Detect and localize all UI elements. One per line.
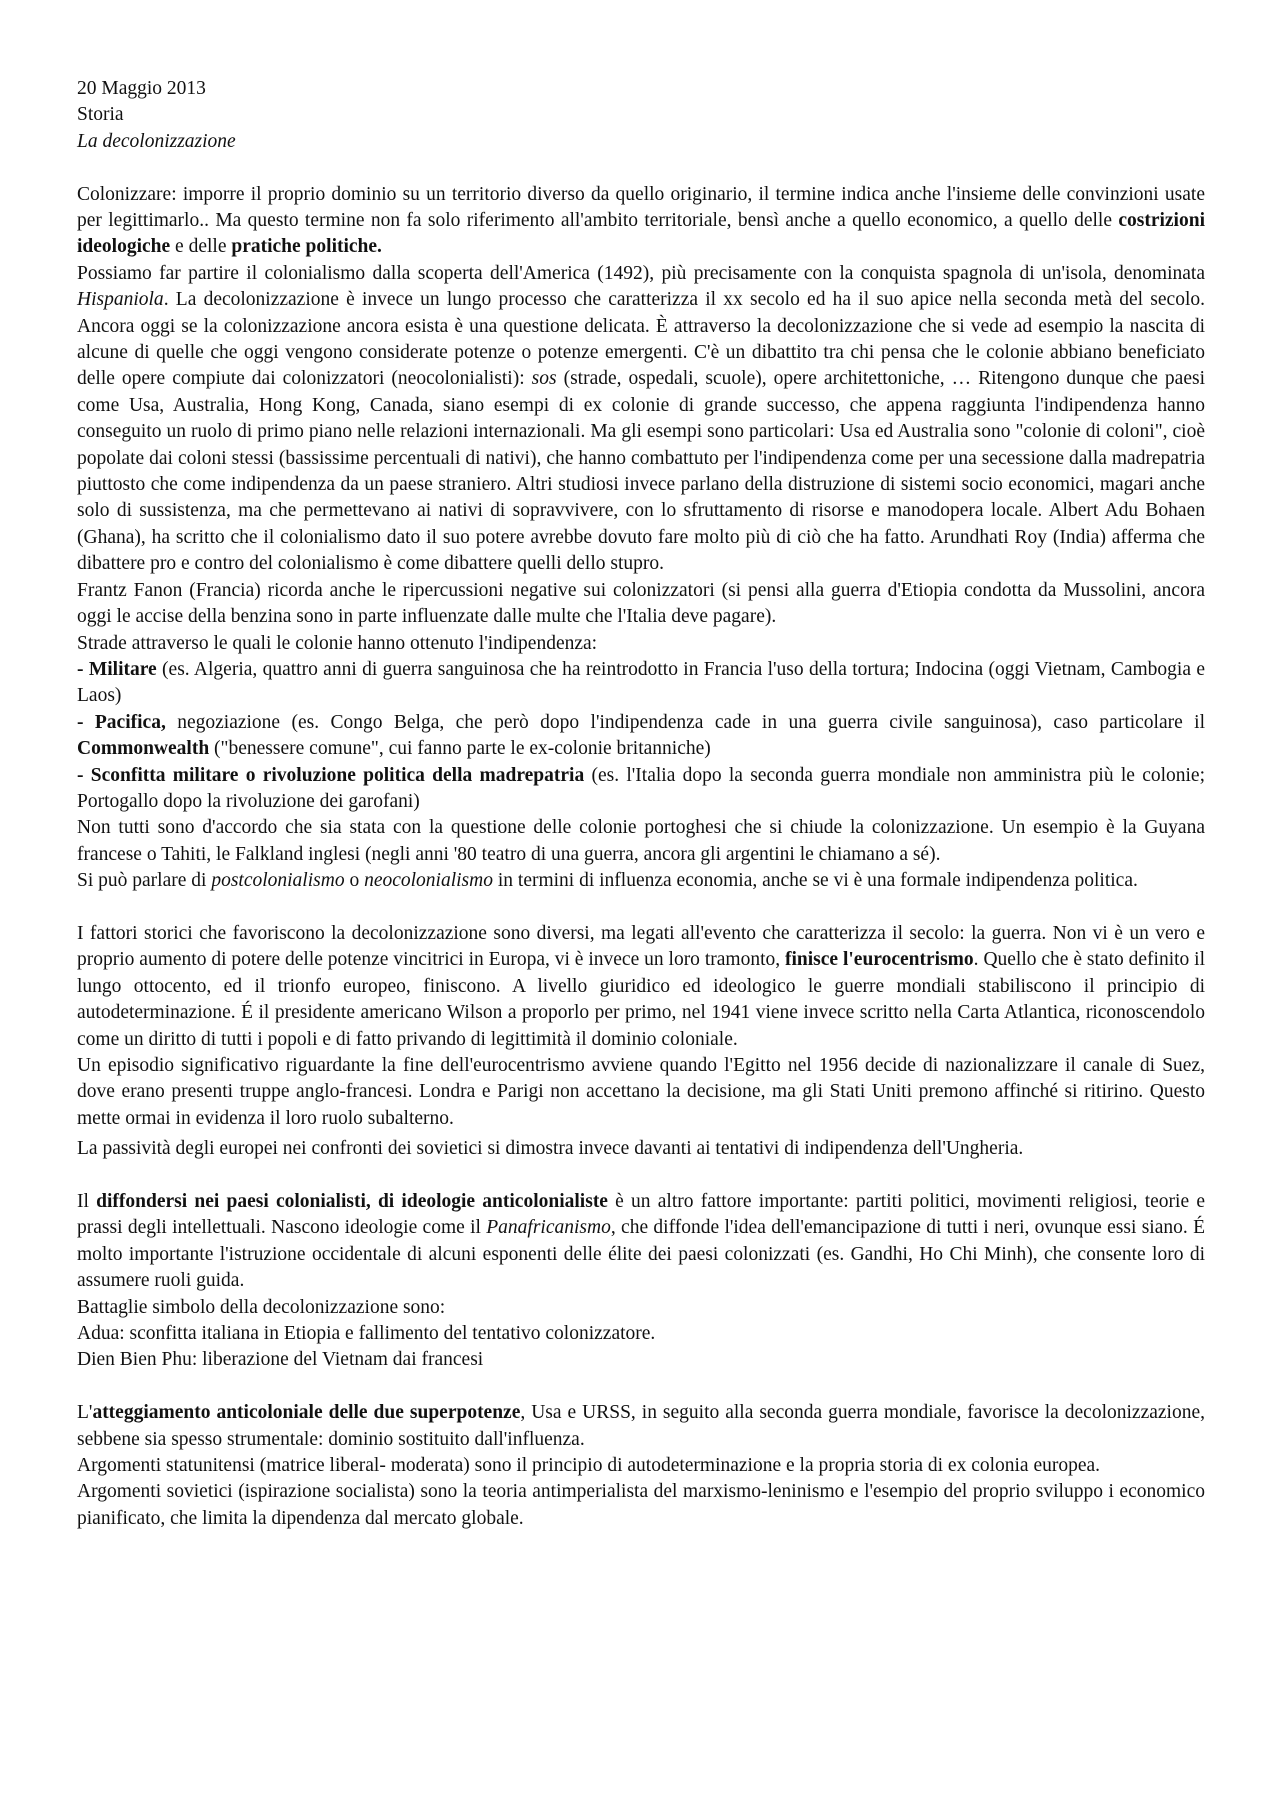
- list-item-peaceful: [77, 710, 1205, 763]
- italic-text: sos: [531, 368, 557, 390]
- bold-text: Commonwealth: [77, 738, 210, 760]
- text-run: (es. l'Italia dopo la seconda guerra mondiale non amministra più le colonie; Portogallo dopo la rivoluzione dei garofani): [77, 764, 1206, 812]
- text-run: (strade, ospedali, scuole), opere architettoniche, … Ritengono dunque che paesi come Usa, Australia, Hong Kong, Canada, siano esempi di ex colonie di grande successo, che appena raggiunta l'indipendenza hanno conseguito un ruolo di primo piano nelle relazioni internazionali. Ma gli esempi sono particolari: Usa ed Australia sono "colonie di coloni", cioè popolate dai coloni stessi (bassissime percentuali di nativi), che hanno combattuto per l'indipendenza come per una secessione dalla madrepatria piuttosto che come indipendenza da un paese straniero. Altri studiosi invece parlano della distruzione di sistemi socio economici, magari anche solo di sussistenza, ma che permettevano ai nativi di sopravvivere, con lo sfruttamento di risorse e manodopera locale. Albert Adu Bohaen (Ghana), ha scritto che il colonialismo dato il suo potere avrebbe dovuto fare molto più di ciò che ha fatto. Arundhati Roy (India) afferma che dibattere pro e contro del colonialismo è come dibattere quelli dello stupro.: [77, 368, 1205, 575]
- document-title: [77, 129, 1205, 155]
- text-run: Possiamo far partire il colonialismo dalla scoperta dell'America (1492), più precisamente con la conquista spagnola di un'isola, denominata: [77, 262, 1205, 284]
- document-date: 20 Maggio 2013: [77, 78, 206, 99]
- paragraph-superpowers: [77, 1400, 1205, 1453]
- text-run: Colonizzare: imporre il proprio dominio su un territorio diverso da quello originario, il termine indica anche l'insieme delle convinzioni usate per legittimarlo.. Ma questo termine non fa solo riferimento all'ambito territoriale, bensì anche a quello economico, a quello delle: [77, 183, 1205, 232]
- bold-text: finisce l'eurocentrismo: [785, 949, 974, 971]
- text-run: . Quello che è stato definito il lungo ottocento, ed il trionfo europeo, finiscono. A livello giuridico ed ideologico le guerre mondiali stabiliscono il principio di autodeterminazione. É il presidente americano Wilson a proporlo per primo, nel 1941 viene invece scritto nella Carta Atlantica, riconoscendolo come un diritto di tutti i popoli e di fatto privando di legittimità il dominio coloniale.: [77, 949, 1206, 1050]
- paragraph-history: [77, 261, 1205, 578]
- bold-text: pratiche politiche.: [231, 236, 382, 258]
- text-run: L': [77, 1402, 93, 1424]
- text-run: , che diffonde l'idea dell'emancipazione di tutti i neri, ovunque essi siano. É molto importante l'istruzione occidentale di alcuni esponenti delle élite dei paesi colonizzati (es. Gandhi, Ho Chi Minh), che consente loro di assumere ruoli guida.: [77, 1217, 1205, 1292]
- bold-text: atteggiamento anticoloniale delle due superpotenze: [92, 1402, 521, 1424]
- text-run: Si può parlare di: [77, 870, 212, 892]
- italic-text: Panafricanismo: [486, 1217, 611, 1239]
- bold-text: - Sconfitta militare o rivoluzione politica della madrepatria: [77, 764, 585, 786]
- paragraph-hungary: La passività degli europei nei confronti dei sovietici si dimostra invece davanti ai tentativi di indipendenza dell'Ungheria.: [77, 1138, 1024, 1160]
- text-run: Il: [77, 1191, 97, 1213]
- text-run: , Usa e URSS, in seguito alla seconda guerra mondiale, favorisce la decolonizzazione, sebbene sia spesso strumentale: dominio sostituito dall'influenza.: [77, 1402, 1205, 1450]
- bold-text: costrizioni ideologiche: [77, 210, 1205, 258]
- text-run: o: [344, 870, 365, 892]
- text-run: . La decolonizzazione è invece un lungo processo che caratterizza il xx secolo ed ha il suo apice nella seconda metà del secolo. Ancora oggi se la colonizzazione ancora esista è una questione delicata. È attraverso la decolonizzazione che si vede ad esempio la nascita di alcune di quelle che oggi vengono considerate potenze o potenze emergenti. C'è un dibattito tra chi pensa che le colonie abbiano beneficiato delle opere compiute dai colonizzatori (neocolonialisti):: [77, 289, 1205, 390]
- bold-text: - Militare: [77, 658, 157, 680]
- paragraph-postcolonialism: [77, 868, 1205, 894]
- bold-text: - Pacifica,: [77, 711, 166, 733]
- paragraph-definition: [77, 182, 1205, 261]
- paragraph-portugal: Non tutti sono d'accordo che sia stata con la questione delle colonie portoghesi che si chiude la colonizzazione. Un esempio è la Guyana francese o Tahiti, le Falkland inglesi (negli anni '80 teatro di una guerra, ancora gli argentini le chiamano a sé).: [77, 817, 1205, 865]
- text-run: negoziazione (es. Congo Belga, che però dopo l'indipendenza cade in una guerra civile sanguinosa), caso particolare il: [165, 711, 1206, 733]
- bold-text: diffondersi nei paesi colonialisti, di ideologie anticolonialiste: [96, 1191, 608, 1213]
- text-run: in termini di influenza economia, anche se vi è una formale indipendenza politica.: [492, 870, 1138, 892]
- paragraph-ussr-arguments: Argomenti sovietici (ispirazione socialista) sono la teoria antimperialista del marxismo-leninismo e l'esempio del proprio sviluppo i economico pianificato, che limita la dipendenza dal mercato globale.: [77, 1481, 1205, 1529]
- paragraph-fanon: Frantz Fanon (Francia) ricorda anche le ripercussioni negative sui colonizzatori (si pensi alla guerra d'Etiopia condotta da Mussolini, ancora oggi le accise della benzina sono in parte influenzate dalle multe che l'Italia deve pagare).: [77, 579, 1205, 628]
- document-body: [77, 182, 1205, 1533]
- paragraph-roads-intro: Strade attraverso le quali le colonie hanno ottenuto l'indipendenza:: [77, 632, 598, 654]
- document-subject: Storia: [77, 104, 124, 126]
- paragraph-adua: Adua: sconfitta italiana in Etiopia e fallimento del tentativo colonizzatore.: [77, 1323, 656, 1345]
- paragraph-usa-arguments: Argomenti statunitensi (matrice liberal- moderata) sono il principio di autodeterminazione e la propria storia di ex colonia europea.: [77, 1455, 1101, 1477]
- paragraph-ideologies: [77, 1189, 1205, 1295]
- document-page: [77, 76, 1205, 1532]
- title-text: La decolonizzazione: [77, 130, 236, 152]
- list-item-defeat: [77, 763, 1205, 816]
- text-run: (es. Algeria, quattro anni di guerra sanguinosa che ha reintrodotto in Francia l'uso della tortura; Indocina (oggi Vietnam, Cambogia e Laos): [77, 658, 1205, 707]
- document-header: [77, 76, 1205, 155]
- text-run: I fattori storici che favoriscono la decolonizzazione sono diversi, ma legati all'evento che caratterizza il secolo: la guerra. Non vi è un vero e proprio aumento di potere delle potenze vincitrici in Europa, vi è invece un loro tramonto,: [77, 922, 1205, 971]
- list-item-military: [77, 657, 1205, 710]
- italic-text: Hispaniola: [77, 289, 164, 311]
- italic-text: neocolonialismo: [364, 870, 493, 892]
- paragraph-battles-intro: Battaglie simbolo della decolonizzazione sono:: [77, 1296, 446, 1318]
- text-run: e delle: [170, 236, 232, 258]
- paragraph-dien-bien-phu: Dien Bien Phu: liberazione del Vietnam dai francesi: [77, 1349, 484, 1371]
- italic-text: postcolonialismo: [211, 870, 345, 892]
- text-run: è un altro fattore importante: partiti politici, movimenti religiosi, teorie e prassi degli intellettuali. Nascono ideologie come il: [77, 1191, 1205, 1239]
- text-run: ("benessere comune", cui fanno parte le ex-colonie britanniche): [209, 738, 711, 760]
- paragraph-factors: [77, 921, 1205, 1053]
- paragraph-suez: Un episodio significativo riguardante la fine dell'eurocentrismo avviene quando l'Egitto nel 1956 decide di nazionalizzare il canale di Suez, dove erano presenti truppe anglo-francesi. Londra e Parigi non accettano la decisione, ma gli Stati Uniti premono affinché si ritirino. Questo mette ormai in evidenza il loro ruolo subalterno.: [77, 1055, 1205, 1129]
